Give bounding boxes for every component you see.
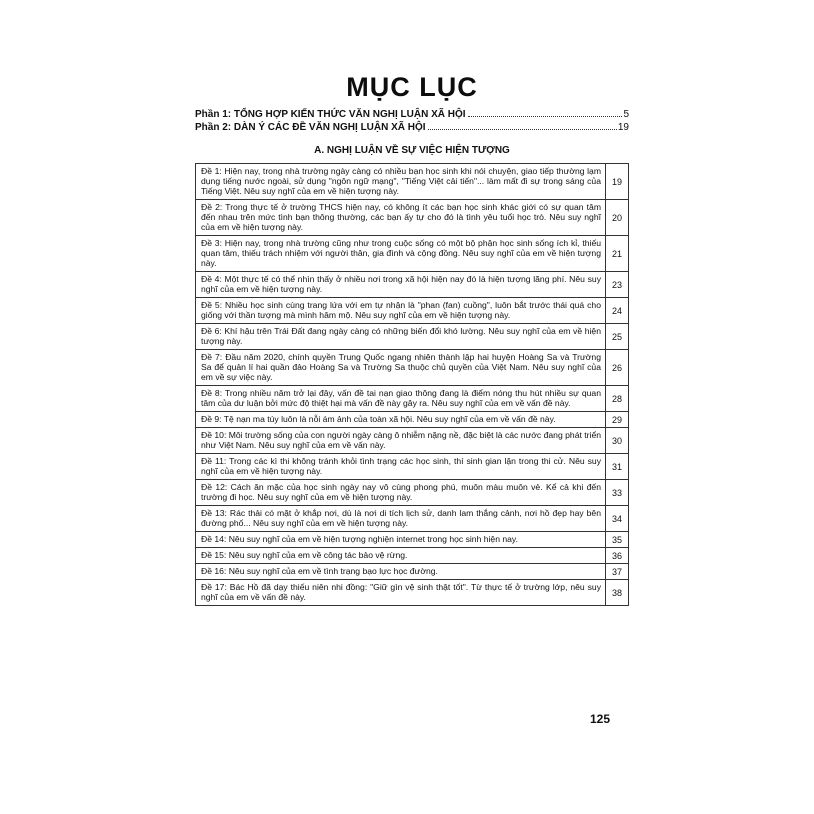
toc-entry-text: Đề 3: Hiện nay, trong nhà trường cũng như trong cuộc sống có một bộ phận học sinh sống ích kỉ, thiếu quan tâm, thiếu trách nhiệm với người thân, gia đình và cộng đồng. Nêu suy nghĩ của em về hiện tượng này. (196, 236, 606, 272)
toc-entry-page: 35 (606, 532, 629, 548)
part-entry (195, 108, 629, 121)
toc-row (196, 164, 629, 200)
toc-entry-text: Đề 9: Tệ nạn ma túy luôn là nỗi ám ảnh của toàn xã hội. Nêu suy nghĩ của em về vấn đề này. (196, 412, 606, 428)
part-label: Phần 2: DÀN Ý CÁC ĐỀ VĂN NGHỊ LUẬN XÃ HỘI (195, 122, 426, 133)
toc-entry-text: Đề 12: Cách ăn mặc của học sinh ngày nay vô cùng phong phú, muôn màu muôn vẻ. Kể cả khi đến trường đi học. Nêu suy nghĩ của em về hiện tượng này. (196, 480, 606, 506)
toc-entry-page: 33 (606, 480, 629, 506)
toc-entry-text: Đề 14: Nêu suy nghĩ của em về hiện tượng nghiện internet trong học sinh hiện nay. (196, 532, 606, 548)
toc-row (196, 480, 629, 506)
toc-row (196, 236, 629, 272)
toc-page (195, 70, 629, 606)
toc-entry-page: 34 (606, 506, 629, 532)
toc-entry-page: 36 (606, 548, 629, 564)
toc-row (196, 412, 629, 428)
toc-row (196, 386, 629, 412)
toc-entry-page: 23 (606, 272, 629, 298)
toc-entry-page: 20 (606, 200, 629, 236)
toc-entry-page: 37 (606, 564, 629, 580)
toc-entry-text: Đề 8: Trong nhiều năm trở lại đây, vấn đề tai nạn giao thông đang là điểm nóng thu hút nhiều sự quan tâm của dư luận bởi mức độ thiệt hại mà vấn đề này gây ra. Nêu suy nghĩ của em về vấn đề này. (196, 386, 606, 412)
toc-entry-text: Đề 2: Trong thực tế ở trường THCS hiện nay, có không ít các bạn học sinh khác giới có sự quan tâm đến nhau trên mức tình bạn thông thường, các bạn ấy tự cho đó là tình yêu tuổi học trò. Nêu suy nghĩ của em về hiện tượng này. (196, 200, 606, 236)
toc-entry-text: Đề 1: Hiện nay, trong nhà trường ngày càng có nhiều bạn học sinh khi nói chuyện, giao tiếp thường lạm dụng tiếng nước ngoài, sử dụng "ngôn ngữ mạng", "Tiếng Việt cải tiến"... làm mất đi sự trong sáng của Tiếng Việt. Nêu suy nghĩ của em về hiện tượng này. (196, 164, 606, 200)
toc-entry-page: 19 (606, 164, 629, 200)
toc-entry-text: Đề 16: Nêu suy nghĩ của em về tình trạng bạo lực học đường. (196, 564, 606, 580)
toc-entry-text: Đề 15: Nêu suy nghĩ của em về công tác bảo vệ rừng. (196, 548, 606, 564)
toc-row (196, 506, 629, 532)
toc-entry-text: Đề 5: Nhiều học sinh cùng trang lứa với em tự nhận là "phan (fan) cuồng", luôn bắt trước thái quá cho giống với thần tượng mà mình hâm mộ. Nêu suy nghĩ của em về hiện tượng này. (196, 298, 606, 324)
toc-entry-page: 29 (606, 412, 629, 428)
toc-entry-page: 28 (606, 386, 629, 412)
part-label: Phần 1: TỔNG HỢP KIẾN THỨC VĂN NGHỊ LUẬN XÃ HỘI (195, 109, 466, 120)
toc-entry-text: Đề 10: Môi trường sống của con người ngày càng ô nhiễm nặng nề, đặc biệt là các nước đang phát triển như Việt Nam. Nêu suy nghĩ của em về vấn này. (196, 428, 606, 454)
part-entry (195, 121, 629, 134)
page-number: 125 (590, 712, 611, 726)
toc-row (196, 548, 629, 564)
toc-entry-page: 31 (606, 454, 629, 480)
toc-entry-page: 25 (606, 324, 629, 350)
toc-entry-text: Đề 7: Đầu năm 2020, chính quyền Trung Quốc ngang nhiên thành lập hai huyện Hoàng Sa và Trường Sa để quản lí hai quần đảo Hoàng Sa và Trường Sa thuộc chủ quyền của Việt Nam. Nêu suy nghĩ của em về sự việc này. (196, 350, 606, 386)
toc-row (196, 454, 629, 480)
toc-row (196, 298, 629, 324)
section-title: A. NGHỊ LUẬN VỀ SỰ VIỆC HIỆN TƯỢNG (314, 145, 510, 156)
toc-row (196, 580, 629, 606)
leader-dots (468, 108, 623, 117)
toc-entry-page: 30 (606, 428, 629, 454)
toc-row (196, 200, 629, 236)
toc-table (195, 163, 629, 606)
toc-entry-text: Đề 17: Bác Hồ đã dạy thiếu niên nhi đồng: "Giữ gìn vệ sinh thật tốt". Từ thực tế ở trường lớp, nêu suy nghĩ của em về vấn đề này. (196, 580, 606, 606)
toc-row (196, 324, 629, 350)
toc-entry-text: Đề 13: Rác thải có mặt ở khắp nơi, dù là nơi di tích lịch sử, danh lam thắng cảnh, nơi hồ đẹp hay bên đường phố... Nêu suy nghĩ của em về hiện tượng này. (196, 506, 606, 532)
leader-dots (428, 121, 617, 130)
part-page: 5 (623, 109, 629, 120)
toc-row (196, 272, 629, 298)
part-page: 19 (617, 122, 629, 133)
toc-entry-page: 26 (606, 350, 629, 386)
toc-row (196, 532, 629, 548)
page-title: MỤC LỤC (346, 72, 478, 102)
toc-entry-page: 38 (606, 580, 629, 606)
toc-entry-text: Đề 11: Trong các kì thi không tránh khỏi tình trạng các học sinh, thí sinh gian lận trong thi cử. Nêu suy nghĩ của em về hiện tượng này. (196, 454, 606, 480)
toc-row (196, 350, 629, 386)
toc-entry-text: Đề 4: Một thực tế có thể nhìn thấy ở nhiều nơi trong xã hội hiện nay đó là hiện tượng lãng phí. Nêu suy nghĩ của em về hiện tượng này. (196, 272, 606, 298)
toc-row (196, 428, 629, 454)
toc-entry-page: 24 (606, 298, 629, 324)
parts-list (195, 108, 629, 134)
toc-row (196, 564, 629, 580)
toc-entry-page: 21 (606, 236, 629, 272)
toc-entry-text: Đề 6: Khí hậu trên Trái Đất đang ngày càng có những biến đổi khó lường. Nêu suy nghĩ của em về hiện tượng này. (196, 324, 606, 350)
